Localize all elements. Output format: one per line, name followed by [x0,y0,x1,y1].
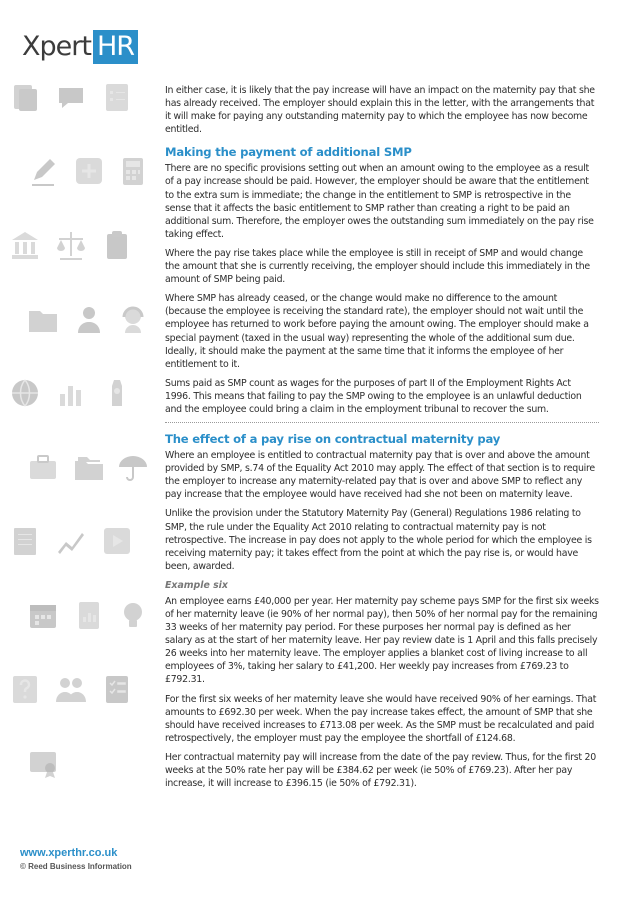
checklist-icon [100,672,134,706]
video-icon [100,524,134,558]
arrows-icon [72,154,106,188]
question-icon [8,672,42,706]
section2-paragraph: Where an employee is entitled to contractual maternity pay that is over and above the amount provided by SMP, s.74 of the Equality Act 2010 may apply. The effect of that section is to require the employer to increase any maternity-related pay that is over and above SMP to reflect any pay increase that the employee would have received had she not been on maternity leave. [165,450,595,501]
bigben-icon [100,376,134,410]
calculator-icon [116,154,150,188]
umbrella-icon [116,450,150,484]
briefcase-icon [26,450,60,484]
headset-icon [116,302,150,336]
xperthr-logo[interactable] [22,30,138,64]
clipboard-icon [100,228,134,262]
checklist-icon [100,80,134,114]
people-icon [54,672,88,706]
chat-bubble-icon [54,80,88,114]
logo-xpert-text: Xpert [22,31,91,62]
documents-icon [8,80,42,114]
building-icon [8,228,42,262]
notepad-icon [8,524,42,558]
sidebar [0,0,150,903]
decorative-icon-grid [0,80,150,820]
document-body [165,84,599,796]
certificate-icon [26,746,60,780]
calendar-icon [26,598,60,632]
bar-chart-icon [54,376,88,410]
person-icon [72,302,106,336]
folders-icon [72,450,106,484]
chart-icon [54,524,88,558]
pen-icon [26,154,60,188]
footer-copyright: © Reed Business Information [20,862,132,871]
section-heading-contractual-pay: The effect of a pay rise on contractual maternity pay [165,432,501,447]
section2-paragraph: Unlike the provision under the Statutory Maternity Pay (General) Regulations 1986 relating to SMP, the rule under the Equality Act 2010 relating to contractual maternity pay is not retrospective. The increase in pay does not apply to the whole period for which the employee is receiving maternity pay; it takes effect from the point at which the pay rise is, or would have been, awarded. [165,508,592,572]
section1-paragraph: Sums paid as SMP count as wages for the purposes of part II of the Employment Rights Act 1996. This means that failing to pay the SMP owing to the employee is an unlawful deduction and the employee could bring a claim in the employment tribunal to recover the sum. [165,377,582,415]
logo-hr-box: HR [93,30,138,64]
example-heading: Example six [165,579,228,591]
section1-paragraph: Where SMP has already ceased, or the change would make no difference to the amount (because the employee is receiving the standard rate), the employer should not wait until the employee has returned to work before paying the amount owing. The employer should make a special payment (taxed in the usual way) representing the whole of the additional sum due. Ideally, it should make the payment at the same time that it informs the employee of her entitlement to it. [165,293,589,370]
section-divider [165,422,599,423]
section1-paragraph: Where the pay rise takes place while the employee is still in receipt of SMP and would change the amount that she is currently receiving, the employer should include this immediately in the amount of SMP being paid. [165,247,590,286]
section-heading-additional-smp: Making the payment of additional SMP [165,145,412,160]
footer [20,846,132,873]
intro-paragraph: In either case, it is likely that the pay increase will have an impact on the maternity pay that she has already received. The employer should explain this in the letter, with the arrangements that it will make for paying any outstanding maternity pay to which the employee has now become entitled. [165,85,595,136]
example-paragraph: Her contractual maternity pay will increase from the date of the pay review. Thus, for the first 20 weeks at the 50% rate her pay will be £384.62 per week (ie 50% of £769.23). After her pay increase, it will increase to £396.15 (ie 50% of £792.31). [165,751,596,790]
section1-paragraph: There are no specific provisions setting out when an amount owing to the employee as a result of a pay increase should be paid. However, the employer should be aware that the entitlement to the extra sum is immediate; the change in the entitlement to SMP is retrospective in the sense that it affects the basic entitlement to SMP rather than creating a right to be paid an additional sum. Therefore, the employer owes the outstanding sum immediately on the pay rise taking effect. [165,163,594,240]
example-paragraph: For the first six weeks of her maternity leave she would have received 90% of her earnings. That amounts to £692.30 per week. When the pay increase takes effect, the amount of SMP that she should have received increases to £713.08 per week. As the SMP must be recalculated and paid retrospectively, the employer must pay the employee the shortfall of £124.68. [165,693,597,744]
lightbulb-icon [116,598,150,632]
example-paragraph: An employee earns £40,000 per year. Her maternity pay scheme pays SMP for the first six weeks of her maternity leave (ie 90% of her normal pay), then 50% of her normal pay for the remaining 33 weeks of her maternity pay period. For these purposes her normal pay is defined as her salary as at the start of her maternity leave. Her pay review date is 1 April and this falls precisely 26 weeks into her maternity leave. The employer applies a blanket cost of living increase to all employees of 3%, taking her salary to £41,200. Her weekly pay increases from £769.23 to £792.31. [165,595,599,686]
globe-icon [8,376,42,410]
footer-url-link[interactable]: www.xperthr.co.uk [20,847,118,859]
folder-icon [26,302,60,336]
scales-icon [54,228,88,262]
report-icon [72,598,106,632]
